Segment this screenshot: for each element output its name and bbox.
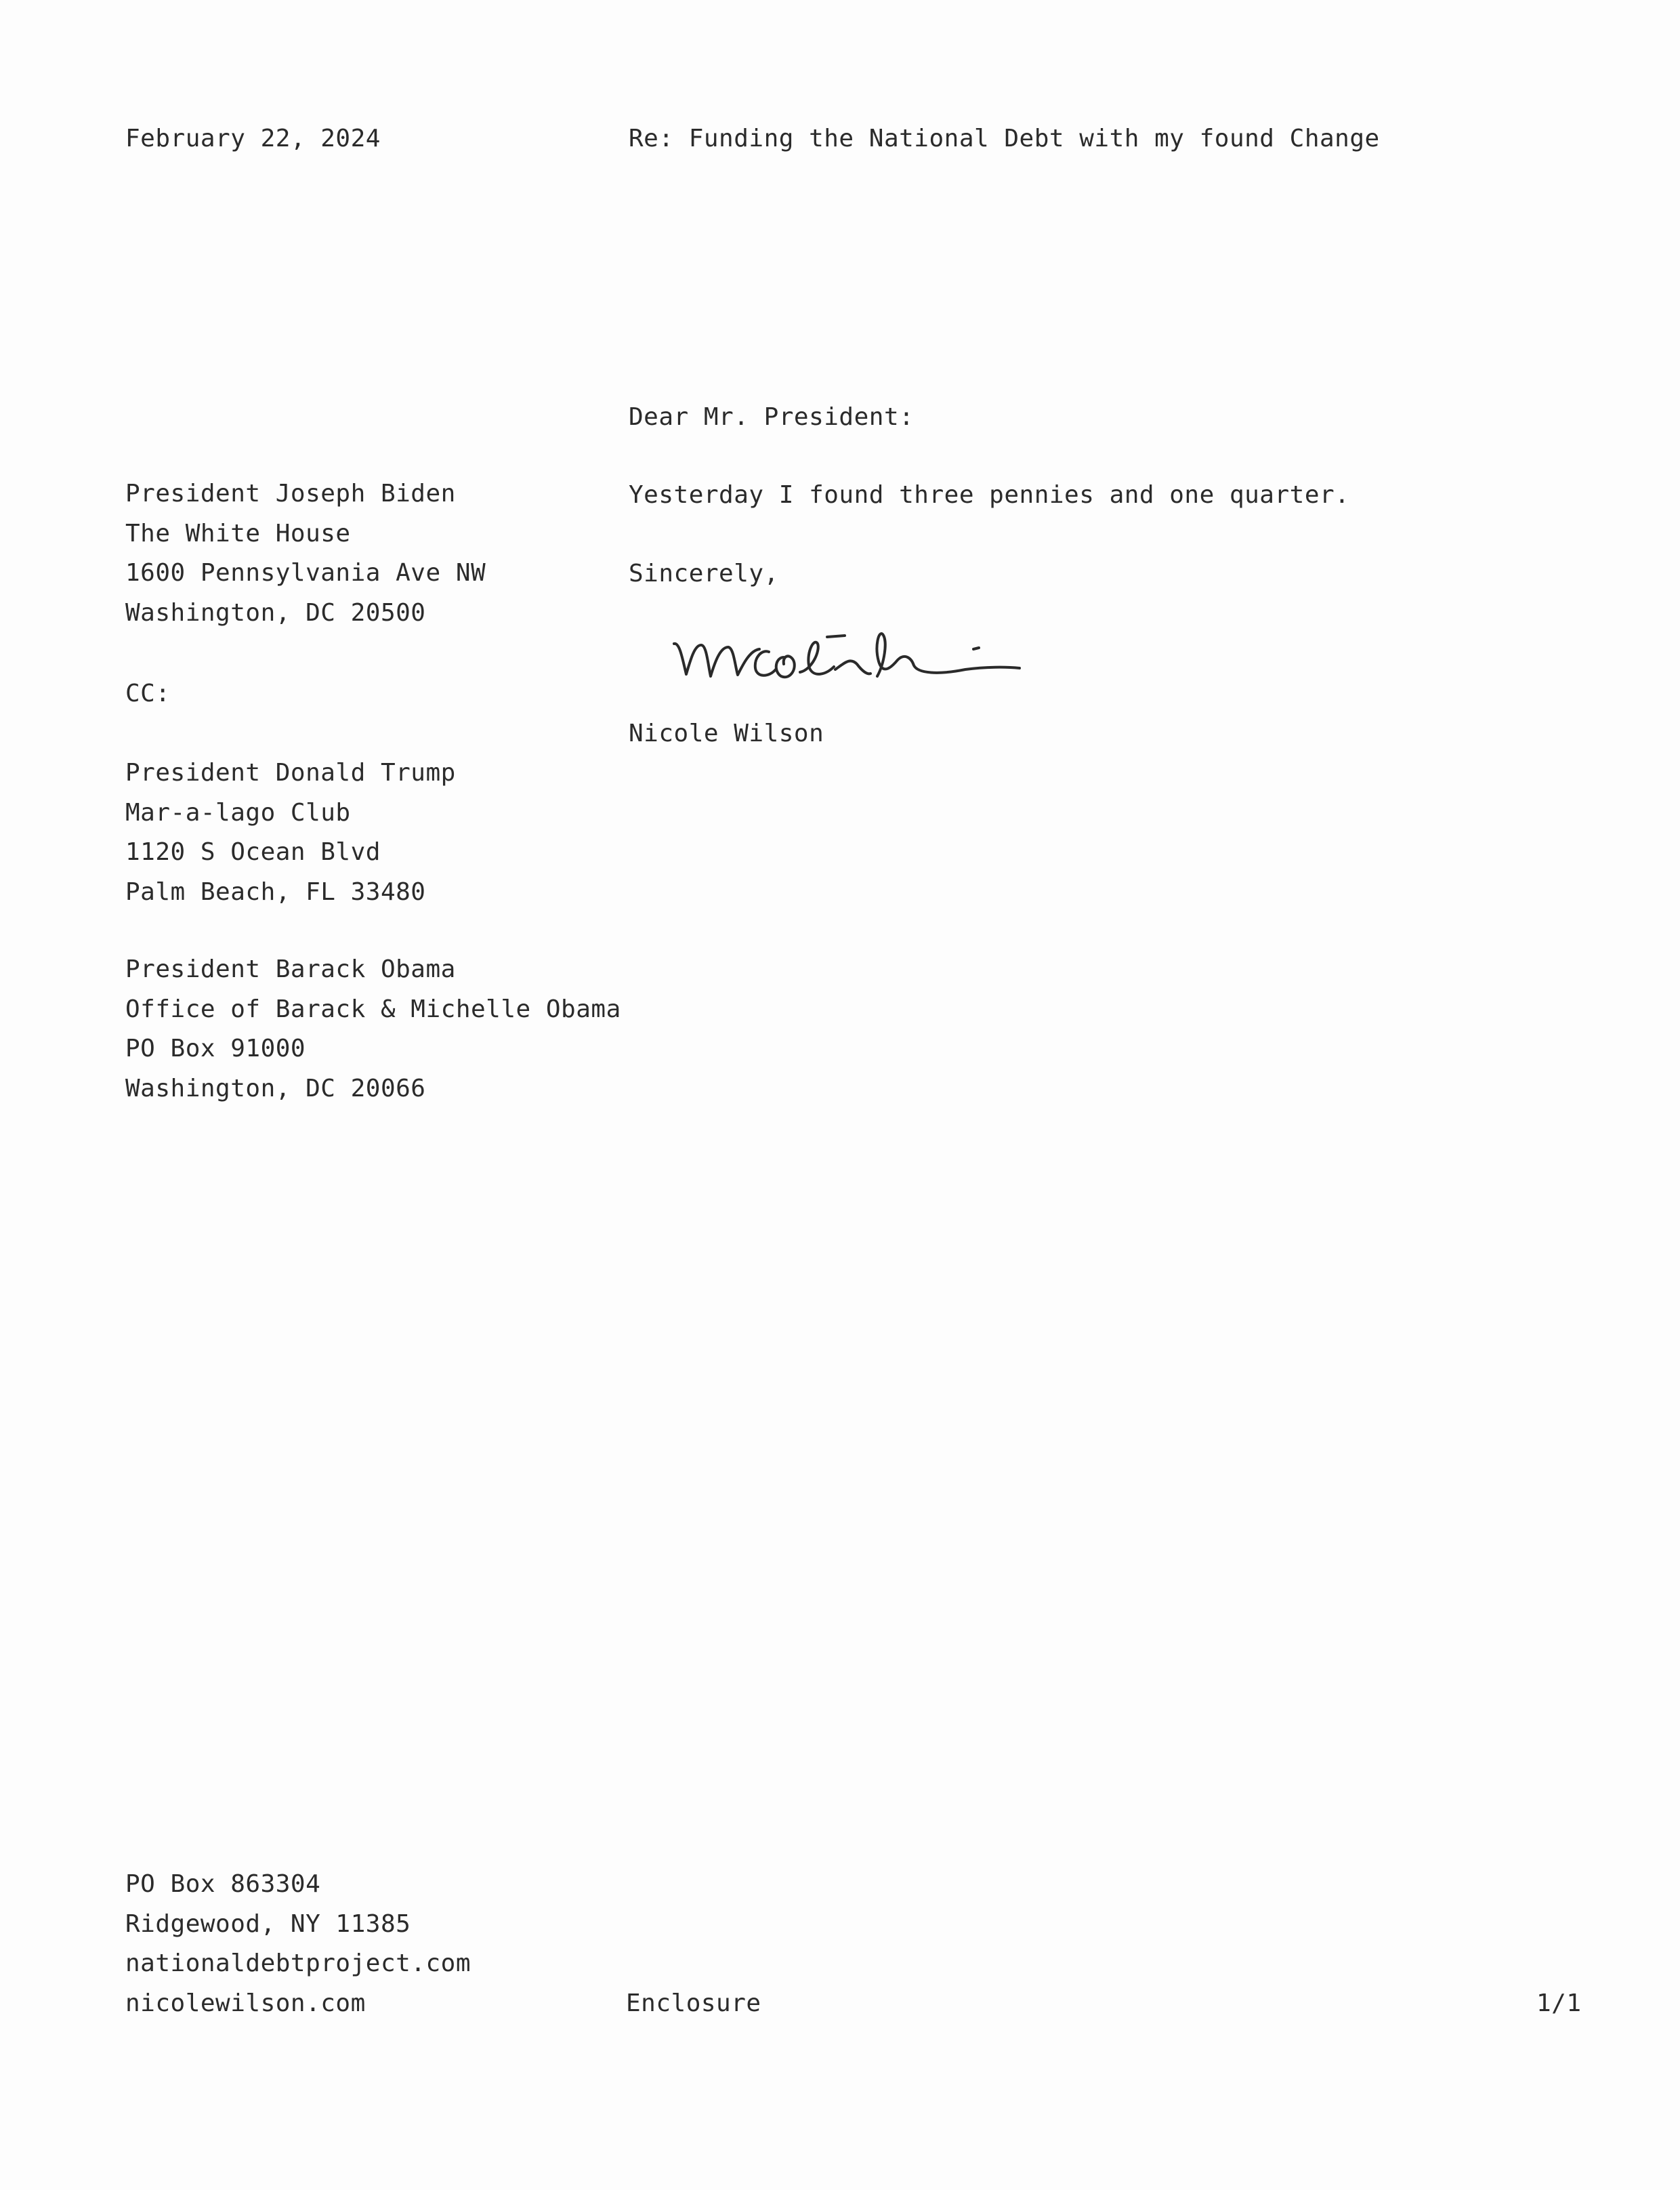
cc-recipient-line: 1120 S Ocean Blvd [125, 838, 381, 866]
recipient-line: Washington, DC 20500 [125, 598, 426, 627]
enclosure-note: Enclosure [626, 1989, 761, 2017]
cc-recipient-line: PO Box 91000 [125, 1035, 306, 1062]
sender-line: Ridgewood, NY 11385 [125, 1909, 411, 1938]
recipient-line: 1600 Pennsylvania Ave NW [125, 559, 486, 587]
signer-name: Nicole Wilson [629, 720, 824, 747]
letter-salutation: Dear Mr. President: [629, 403, 915, 431]
cc-recipient-address [125, 753, 456, 912]
cc-recipient-line: Office of Barack & Michelle Obama [125, 995, 621, 1023]
recipient-line: President Joseph Biden [125, 480, 456, 508]
sender-line: PO Box 863304 [125, 1870, 321, 1898]
letter-closing: Sincerely, [629, 560, 779, 587]
letter-body: Yesterday I found three pennies and one quarter. [629, 481, 1350, 509]
sender-website-link: nationaldebtproject.com [125, 1949, 471, 1977]
sender-website-link: nicolewilson.com [125, 1989, 366, 2017]
cc-recipient-line: Mar-a-lago Club [125, 798, 351, 827]
cc-recipient-address [125, 950, 621, 1109]
cc-label: CC: [125, 680, 171, 707]
cc-recipient-line: President Barack Obama [125, 955, 456, 983]
cc-recipient-line: Palm Beach, FL 33480 [125, 877, 426, 906]
recipient-line: The White House [125, 519, 351, 548]
cc-recipient-line: President Donald Trump [125, 759, 456, 787]
letter-subject: Re: Funding the National Debt with my found Change [629, 125, 1380, 152]
cc-recipient-line: Washington, DC 20066 [125, 1074, 426, 1102]
letter-date: February 22, 2024 [125, 125, 381, 152]
page-number: 1/1 [1536, 1989, 1582, 2017]
handwritten-signature [667, 610, 1033, 698]
recipient-address [125, 474, 486, 633]
sender-address [125, 1865, 471, 2023]
